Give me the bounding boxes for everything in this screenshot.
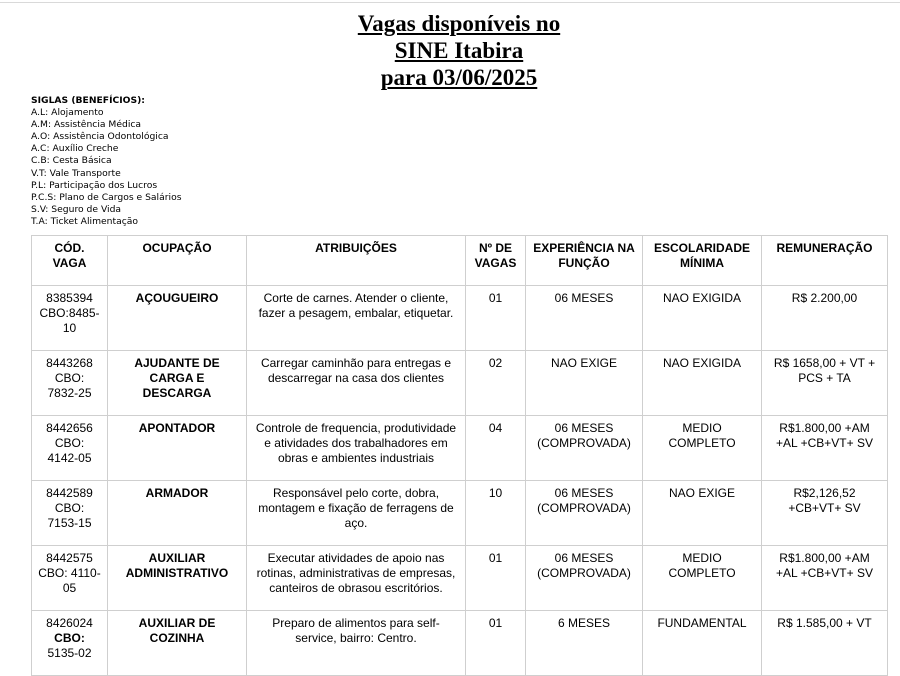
header-atribuicoes: ATRIBUIÇÕES bbox=[247, 236, 466, 286]
cell-atribuicoes: Carregar caminhão para entregas e descarregar na casa dos clientes bbox=[247, 351, 466, 416]
cell-escolaridade: FUNDAMENTAL bbox=[643, 611, 762, 676]
cell-vagas: 01 bbox=[466, 611, 526, 676]
cell-atribuicoes: Controle de frequencia, produtividade e atividades dos trabalhadores em obras e ambientes industriais bbox=[247, 416, 466, 481]
cell-escolaridade: NAO EXIGIDA bbox=[643, 351, 762, 416]
table-row bbox=[32, 351, 888, 416]
cell-cod-vaga: 8442656 CBO: 4142-05 bbox=[32, 416, 108, 481]
cell-ocupacao: AÇOUGUEIRO bbox=[108, 286, 247, 351]
cell-vagas: 01 bbox=[466, 546, 526, 611]
header-experiencia: EXPERIÊNCIA NA FUNÇÃO bbox=[526, 236, 643, 286]
cell-experiencia: 6 MESES bbox=[526, 611, 643, 676]
jobs-table bbox=[31, 235, 888, 676]
cell-vagas: 10 bbox=[466, 481, 526, 546]
cell-remuneracao: R$ 1658,00 + VT + PCS + TA bbox=[762, 351, 888, 416]
cell-vagas: 01 bbox=[466, 286, 526, 351]
cell-escolaridade: NAO EXIGE bbox=[643, 481, 762, 546]
title-line-2: SINE Itabira bbox=[394, 38, 524, 63]
cell-ocupacao: AUXILIAR ADMINISTRATIVO bbox=[108, 546, 247, 611]
legend-item: V.T: Vale Transporte bbox=[31, 167, 121, 179]
cell-remuneracao: R$1.800,00 +AM +AL +CB+VT+ SV bbox=[762, 546, 888, 611]
title-line-3: para 03/06/2025 bbox=[380, 65, 538, 90]
table-row bbox=[32, 546, 888, 611]
legend-heading: SIGLAS (BENEFÍCIOS): bbox=[31, 95, 145, 106]
cell-cod-vaga: 8442589 CBO: 7153-15 bbox=[32, 481, 108, 546]
cell-cod-vaga: 8443268 CBO: 7832-25 bbox=[32, 351, 108, 416]
header-ocupacao: OCUPAÇÃO bbox=[108, 236, 247, 286]
cell-vagas: 04 bbox=[466, 416, 526, 481]
cell-experiencia: 06 MESES (COMPROVADA) bbox=[526, 481, 643, 546]
legend-item: C.B: Cesta Básica bbox=[31, 155, 112, 167]
cell-atribuicoes: Preparo de alimentos para self-service, bairro: Centro. bbox=[247, 611, 466, 676]
cell-atribuicoes: Responsável pelo corte, dobra, montagem e fixação de ferragens de aço. bbox=[247, 481, 466, 546]
legend-item: T.A: Ticket Alimentação bbox=[31, 215, 139, 227]
table-row bbox=[32, 286, 888, 351]
cell-remuneracao: R$1.800,00 +AM +AL +CB+VT+ SV bbox=[762, 416, 888, 481]
cell-cod-vaga: 8426024 CBO: 5135-02 bbox=[32, 611, 108, 676]
cell-cod-vaga: 8385394 CBO:8485- 10 bbox=[32, 286, 108, 351]
page-title bbox=[0, 10, 900, 91]
cell-atribuicoes: Executar atividades de apoio nas rotinas, administrativas de empresas, canteiros de obrasou escritórios. bbox=[247, 546, 466, 611]
cell-remuneracao: R$2,126,52 +CB+VT+ SV bbox=[762, 481, 888, 546]
cell-remuneracao: R$ 1.585,00 + VT bbox=[762, 611, 888, 676]
legend-item: P.C.S: Plano de Cargos e Salários bbox=[31, 191, 182, 203]
cell-remuneracao: R$ 2.200,00 bbox=[762, 286, 888, 351]
table-header-row bbox=[32, 236, 888, 286]
cell-experiencia: NAO EXIGE bbox=[526, 351, 643, 416]
legend-item: P.L: Participação dos Lucros bbox=[31, 179, 158, 191]
cell-ocupacao: APONTADOR bbox=[108, 416, 247, 481]
top-divider bbox=[0, 2, 900, 3]
cell-ocupacao: ARMADOR bbox=[108, 481, 247, 546]
cell-ocupacao: AJUDANTE DE CARGA E DESCARGA bbox=[108, 351, 247, 416]
cell-escolaridade: MEDIO COMPLETO bbox=[643, 546, 762, 611]
legend-item: A.M: Assistência Médica bbox=[31, 119, 142, 131]
table-row bbox=[32, 611, 888, 676]
header-n-vagas: Nº DE VAGAS bbox=[466, 236, 526, 286]
title-line-1: Vagas disponíveis no bbox=[357, 11, 561, 36]
cell-atribuicoes: Corte de carnes. Atender o cliente, fazer a pesagem, embalar, etiquetar. bbox=[247, 286, 466, 351]
table-row bbox=[32, 416, 888, 481]
legend-item: S.V: Seguro de Vida bbox=[31, 203, 122, 215]
legend-item: A.C: Auxílio Creche bbox=[31, 143, 119, 155]
header-remuneracao: REMUNERAÇÃO bbox=[762, 236, 888, 286]
header-escolaridade: ESCOLARIDADE MÍNIMA bbox=[643, 236, 762, 286]
cell-experiencia: 06 MESES (COMPROVADA) bbox=[526, 546, 643, 611]
cell-experiencia: 06 MESES (COMPROVADA) bbox=[526, 416, 643, 481]
cell-escolaridade: MEDIO COMPLETO bbox=[643, 416, 762, 481]
cell-experiencia: 06 MESES bbox=[526, 286, 643, 351]
cell-escolaridade: NAO EXIGIDA bbox=[643, 286, 762, 351]
legend-item: A.L: Alojamento bbox=[31, 107, 104, 119]
cell-vagas: 02 bbox=[466, 351, 526, 416]
legend-item: A.O: Assistência Odontológica bbox=[31, 131, 169, 143]
cell-ocupacao: AUXILIAR DE COZINHA bbox=[108, 611, 247, 676]
table-row bbox=[32, 481, 888, 546]
cell-cod-vaga: 8442575 CBO: 4110- 05 bbox=[32, 546, 108, 611]
header-cod-vaga: CÓD. VAGA bbox=[32, 236, 108, 286]
benefits-legend bbox=[31, 95, 181, 228]
